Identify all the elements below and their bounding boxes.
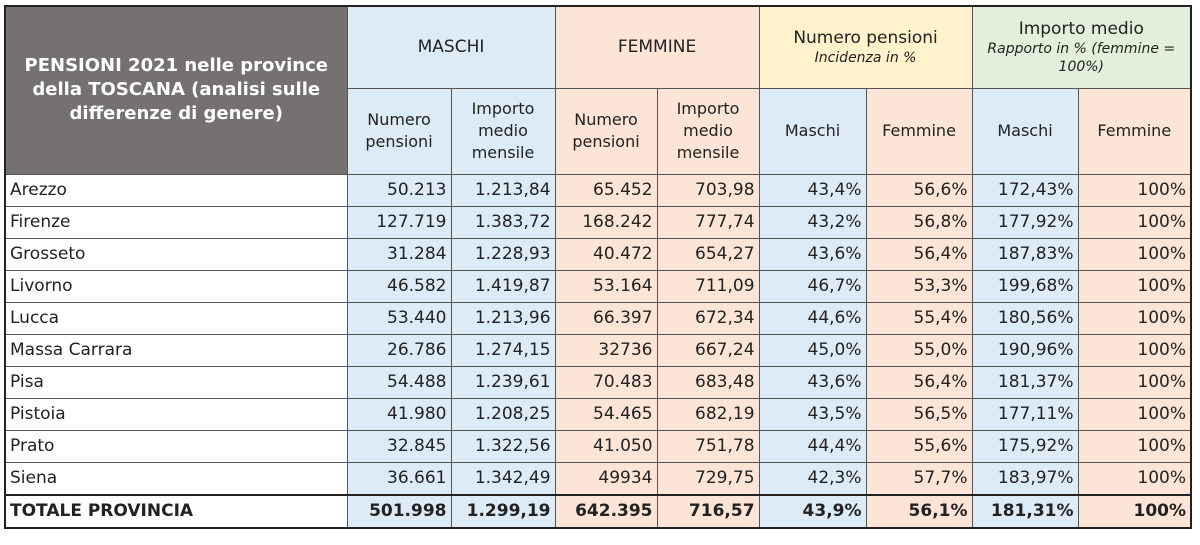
cell-maschi-numero: 41.980: [347, 398, 451, 430]
cell-incidenza-femmine: 56,1%: [866, 495, 972, 528]
cell-incidenza-maschi: 45,0%: [759, 334, 866, 366]
header-maschi: MASCHI: [347, 6, 555, 88]
table-row: [5, 462, 1191, 495]
cell-rapporto-maschi: 190,96%: [972, 334, 1078, 366]
cell-femmine-numero: 32736: [555, 334, 657, 366]
table-row: [5, 206, 1191, 238]
table-row: [5, 334, 1191, 366]
cell-femmine-importo: 729,75: [657, 462, 759, 495]
cell-maschi-importo: 1.342,49: [451, 462, 555, 495]
cell-femmine-numero: 65.452: [555, 174, 657, 206]
header-numero-pensioni: [759, 6, 972, 88]
cell-incidenza-femmine: 56,4%: [866, 366, 972, 398]
subheader-maschi-importo: Importo medio mensile: [451, 88, 555, 174]
cell-incidenza-maschi: 43,4%: [759, 174, 866, 206]
cell-maschi-importo: 1.239,61: [451, 366, 555, 398]
cell-femmine-importo: 711,09: [657, 270, 759, 302]
cell-femmine-numero: 168.242: [555, 206, 657, 238]
cell-rapporto-maschi: 187,83%: [972, 238, 1078, 270]
table-row: [5, 302, 1191, 334]
pensions-table: [4, 5, 1192, 529]
subheader-rapporto-femmine: Femmine: [1078, 88, 1191, 174]
cell-femmine-importo: 703,98: [657, 174, 759, 206]
subheader-incidenza-femmine: Femmine: [866, 88, 972, 174]
cell-femmine-numero: 54.465: [555, 398, 657, 430]
cell-maschi-importo: 1.274,15: [451, 334, 555, 366]
cell-rapporto-maschi: 177,92%: [972, 206, 1078, 238]
cell-rapporto-maschi: 183,97%: [972, 462, 1078, 495]
cell-rapporto-maschi: 175,92%: [972, 430, 1078, 462]
cell-maschi-numero: 53.440: [347, 302, 451, 334]
subheader-femmine-importo: Importo medio mensile: [657, 88, 759, 174]
cell-femmine-numero: 40.472: [555, 238, 657, 270]
cell-maschi-importo: 1.419,87: [451, 270, 555, 302]
cell-maschi-numero: 127.719: [347, 206, 451, 238]
header-importo-sub: Rapporto in % (femmine = 100%): [987, 41, 1176, 76]
cell-province-name: Lucca: [5, 302, 347, 334]
cell-rapporto-maschi: 180,56%: [972, 302, 1078, 334]
cell-rapporto-femmine: 100%: [1078, 462, 1191, 495]
cell-rapporto-femmine: 100%: [1078, 302, 1191, 334]
cell-femmine-numero: 70.483: [555, 366, 657, 398]
cell-incidenza-maschi: 43,2%: [759, 206, 866, 238]
cell-incidenza-femmine: 56,6%: [866, 174, 972, 206]
table-row: [5, 398, 1191, 430]
cell-maschi-importo: 1.228,93: [451, 238, 555, 270]
cell-femmine-importo: 751,78: [657, 430, 759, 462]
header-importo-main: Importo medio: [1018, 19, 1144, 40]
header-numero-sub: Incidenza in %: [814, 50, 917, 67]
table-row: [5, 430, 1191, 462]
cell-maschi-numero: 31.284: [347, 238, 451, 270]
cell-rapporto-femmine: 100%: [1078, 398, 1191, 430]
cell-rapporto-femmine: 100%: [1078, 430, 1191, 462]
cell-incidenza-femmine: 56,5%: [866, 398, 972, 430]
cell-maschi-numero: 50.213: [347, 174, 451, 206]
cell-maschi-importo: 1.383,72: [451, 206, 555, 238]
cell-incidenza-maschi: 43,5%: [759, 398, 866, 430]
cell-rapporto-maschi: 177,11%: [972, 398, 1078, 430]
cell-rapporto-maschi: 181,31%: [972, 495, 1078, 528]
cell-province-name: Livorno: [5, 270, 347, 302]
cell-incidenza-femmine: 55,0%: [866, 334, 972, 366]
cell-rapporto-maschi: 181,37%: [972, 366, 1078, 398]
cell-femmine-importo: 672,34: [657, 302, 759, 334]
cell-incidenza-femmine: 56,8%: [866, 206, 972, 238]
cell-incidenza-femmine: 55,4%: [866, 302, 972, 334]
cell-rapporto-femmine: 100%: [1078, 495, 1191, 528]
cell-maschi-numero: 54.488: [347, 366, 451, 398]
subheader-rapporto-maschi: Maschi: [972, 88, 1078, 174]
cell-rapporto-maschi: 199,68%: [972, 270, 1078, 302]
cell-femmine-numero: 49934: [555, 462, 657, 495]
cell-maschi-numero: 26.786: [347, 334, 451, 366]
table-body: [5, 174, 1191, 528]
cell-province-name: Pisa: [5, 366, 347, 398]
cell-femmine-importo: 667,24: [657, 334, 759, 366]
cell-femmine-importo: 683,48: [657, 366, 759, 398]
cell-femmine-numero: 642.395: [555, 495, 657, 528]
cell-femmine-importo: 777,74: [657, 206, 759, 238]
cell-maschi-numero: 36.661: [347, 462, 451, 495]
table-title: PENSIONI 2021 nelle province della TOSCANA (analisi sulle differenze di genere): [5, 6, 347, 174]
cell-femmine-numero: 53.164: [555, 270, 657, 302]
subheader-maschi-numero: Numero pensioni: [347, 88, 451, 174]
cell-rapporto-femmine: 100%: [1078, 366, 1191, 398]
cell-incidenza-maschi: 44,6%: [759, 302, 866, 334]
cell-rapporto-femmine: 100%: [1078, 174, 1191, 206]
cell-rapporto-femmine: 100%: [1078, 206, 1191, 238]
cell-incidenza-maschi: 44,4%: [759, 430, 866, 462]
cell-rapporto-femmine: 100%: [1078, 270, 1191, 302]
cell-maschi-importo: 1.213,96: [451, 302, 555, 334]
cell-incidenza-femmine: 56,4%: [866, 238, 972, 270]
subheader-femmine-numero: Numero pensioni: [555, 88, 657, 174]
cell-province-name: Grosseto: [5, 238, 347, 270]
cell-incidenza-maschi: 46,7%: [759, 270, 866, 302]
cell-incidenza-maschi: 42,3%: [759, 462, 866, 495]
cell-femmine-importo: 716,57: [657, 495, 759, 528]
cell-maschi-importo: 1.299,19: [451, 495, 555, 528]
cell-femmine-numero: 41.050: [555, 430, 657, 462]
cell-incidenza-femmine: 55,6%: [866, 430, 972, 462]
cell-maschi-numero: 32.845: [347, 430, 451, 462]
cell-incidenza-maschi: 43,6%: [759, 238, 866, 270]
cell-province-name: Siena: [5, 462, 347, 495]
table-row: [5, 270, 1191, 302]
cell-maschi-importo: 1.213,84: [451, 174, 555, 206]
cell-maschi-importo: 1.208,25: [451, 398, 555, 430]
cell-province-name: Firenze: [5, 206, 347, 238]
cell-femmine-numero: 66.397: [555, 302, 657, 334]
cell-incidenza-femmine: 53,3%: [866, 270, 972, 302]
cell-rapporto-maschi: 172,43%: [972, 174, 1078, 206]
table-row: [5, 238, 1191, 270]
cell-femmine-importo: 682,19: [657, 398, 759, 430]
table-row: [5, 174, 1191, 206]
cell-province-name: Pistoia: [5, 398, 347, 430]
cell-rapporto-femmine: 100%: [1078, 334, 1191, 366]
subheader-incidenza-maschi: Maschi: [759, 88, 866, 174]
cell-incidenza-maschi: 43,9%: [759, 495, 866, 528]
cell-incidenza-femmine: 57,7%: [866, 462, 972, 495]
total-row: [5, 495, 1191, 528]
cell-maschi-numero: 501.998: [347, 495, 451, 528]
cell-rapporto-femmine: 100%: [1078, 238, 1191, 270]
header-importo-medio: [972, 6, 1191, 88]
cell-maschi-numero: 46.582: [347, 270, 451, 302]
cell-province-name: TOTALE PROVINCIA: [5, 495, 347, 528]
cell-femmine-importo: 654,27: [657, 238, 759, 270]
header-numero-main: Numero pensioni: [793, 28, 938, 49]
cell-province-name: Massa Carrara: [5, 334, 347, 366]
cell-province-name: Arezzo: [5, 174, 347, 206]
cell-province-name: Prato: [5, 430, 347, 462]
header-femmine: FEMMINE: [555, 6, 759, 88]
cell-incidenza-maschi: 43,6%: [759, 366, 866, 398]
table-row: [5, 366, 1191, 398]
cell-maschi-importo: 1.322,56: [451, 430, 555, 462]
